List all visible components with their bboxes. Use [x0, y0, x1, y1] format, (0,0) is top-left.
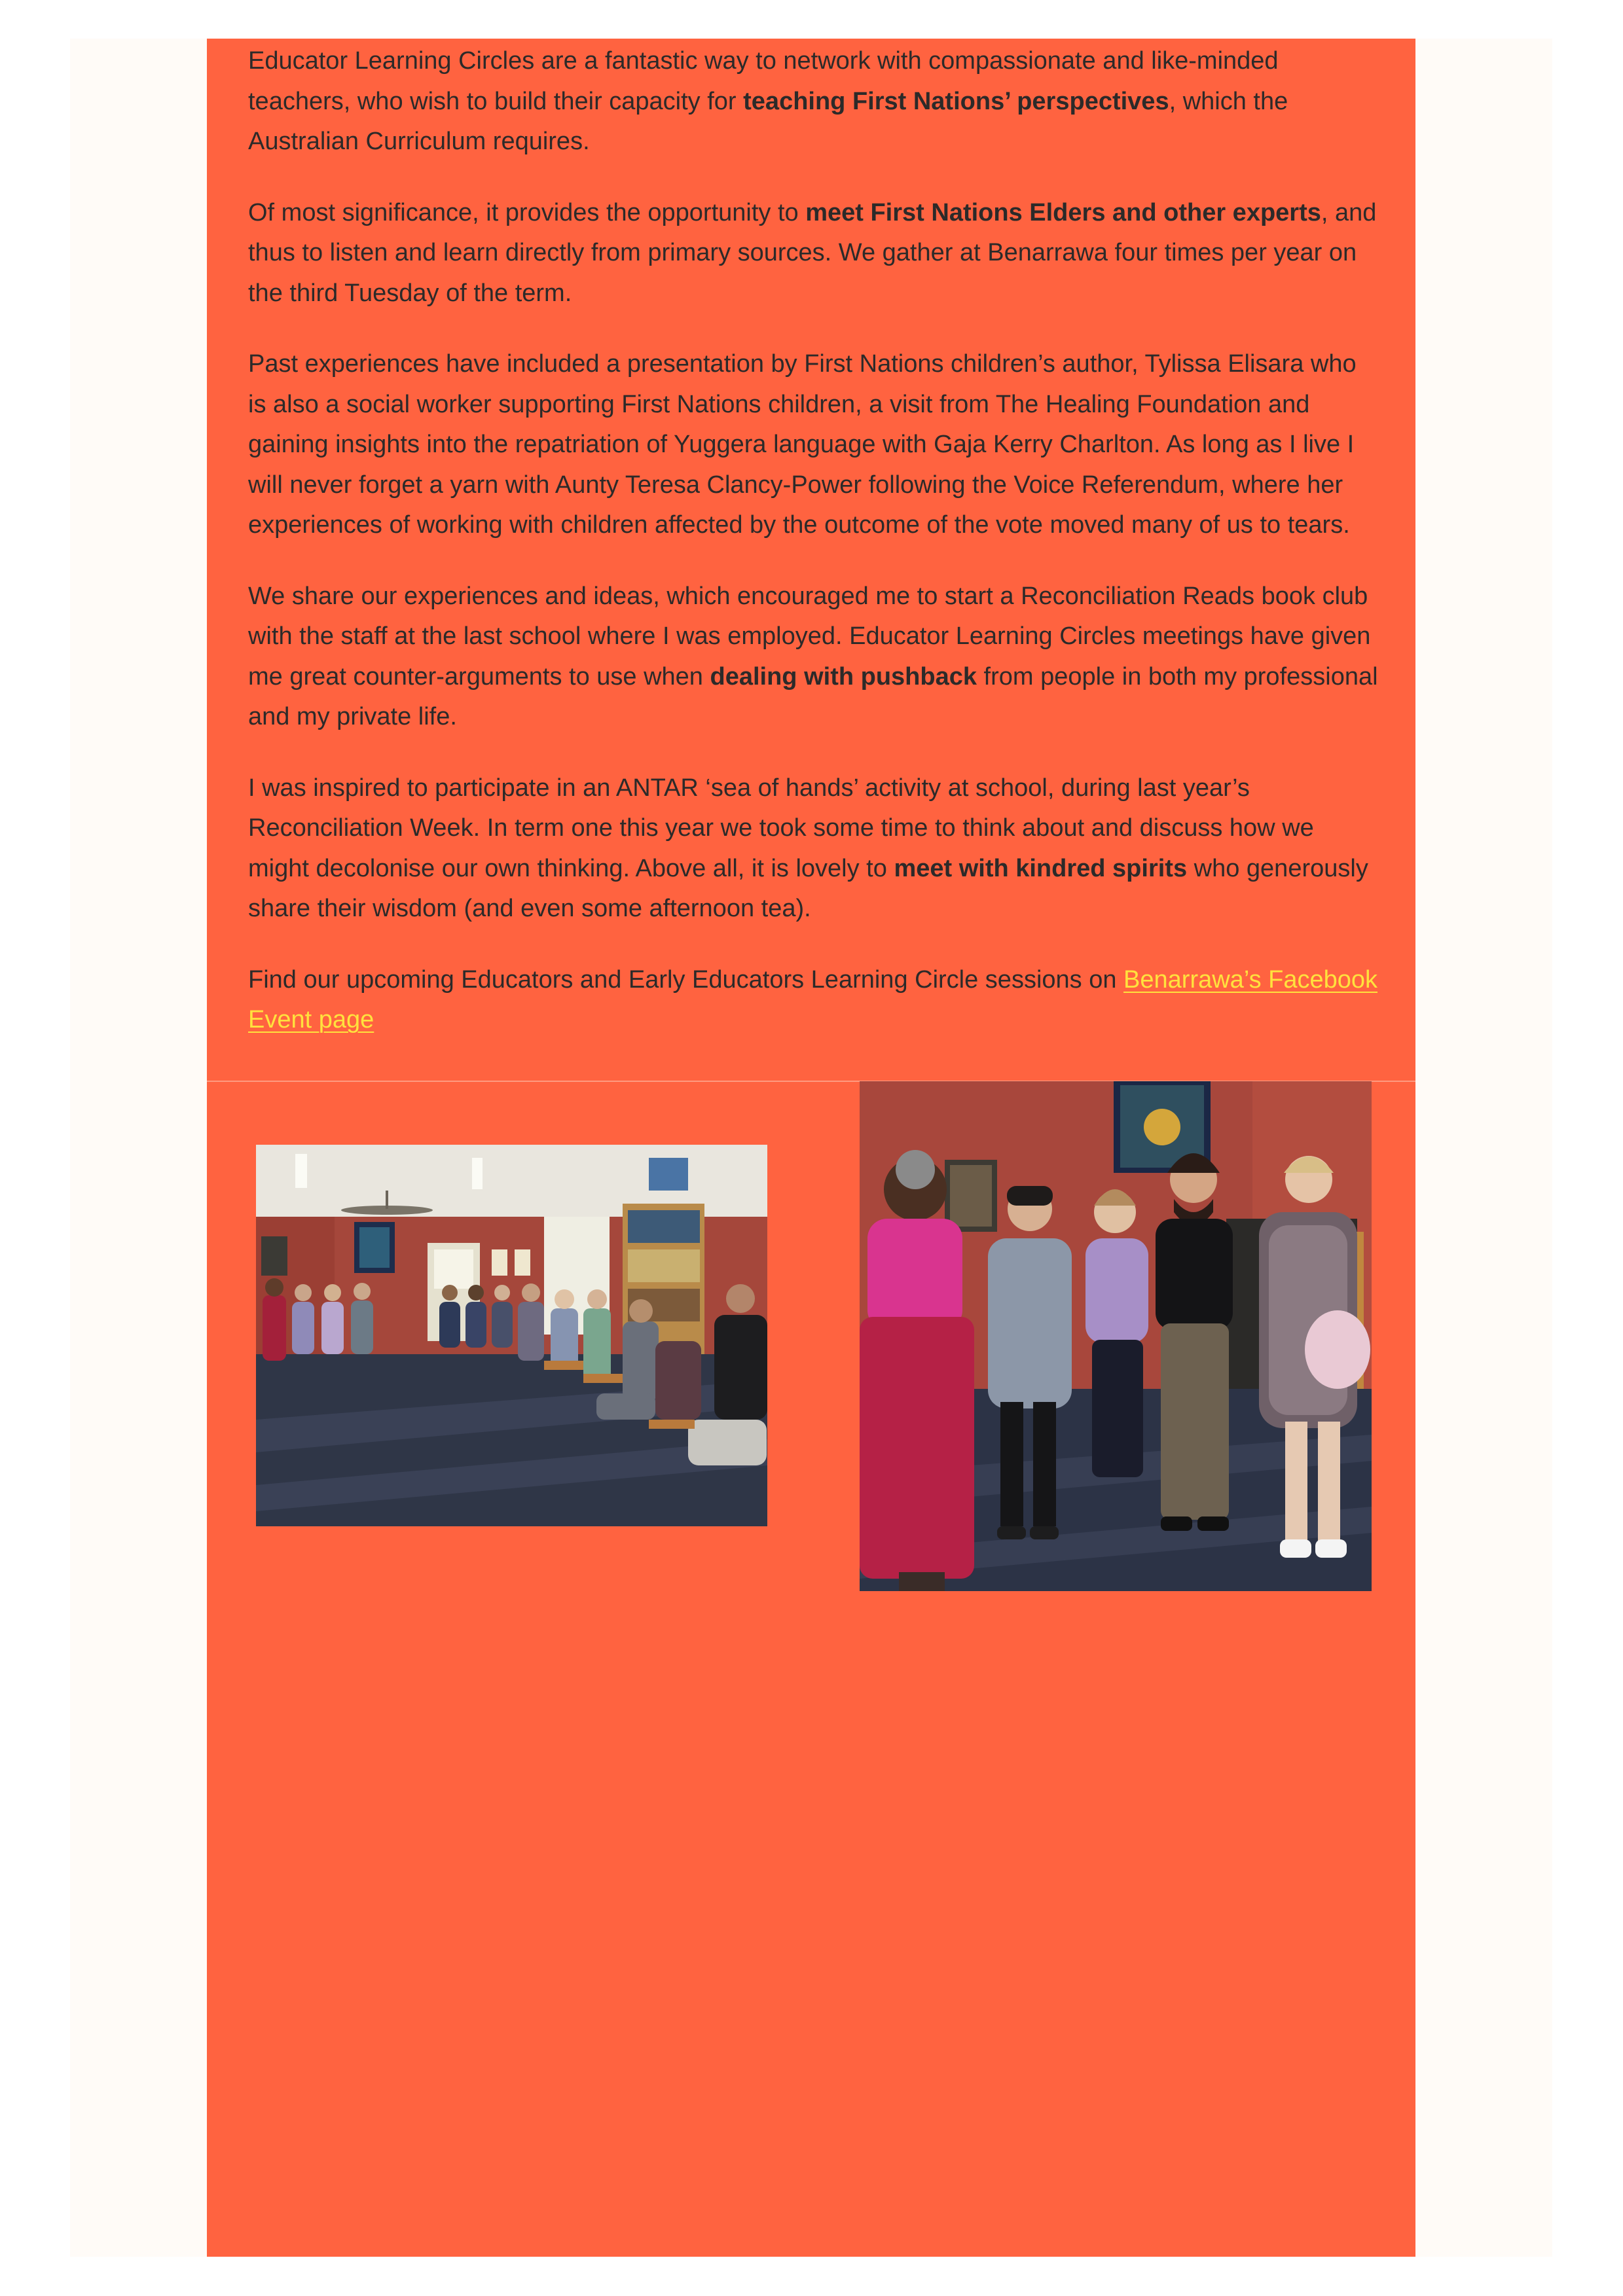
paragraph-text: Find our upcoming Educators and Early Educators Learning Circle sessions on — [248, 965, 1124, 994]
content-panel — [207, 39, 1415, 2257]
paragraph-text: , which the Australian Curriculum requires. — [248, 87, 1288, 155]
paragraph-text: who generously share their wisdom (and even some afternoon tea). — [248, 854, 1368, 922]
emphasis-text: meet with kindred spirits — [894, 854, 1188, 882]
group-standing-portrait-photo — [860, 1081, 1372, 1591]
paragraph-text: from people in both my professional and my private life. — [248, 662, 1378, 730]
paragraph-text: Educator Learning Circles are a fantastic way to network with compassionate and like-minded teachers, who wish to build their capacity for — [248, 47, 1279, 115]
paragraph-past-experiences — [248, 344, 1381, 546]
paragraph-inspiration — [248, 768, 1381, 929]
paragraph-significance — [248, 193, 1381, 314]
paragraph-sharing — [248, 577, 1381, 738]
emphasis-text: teaching First Nations’ perspectives — [743, 87, 1169, 115]
paragraph-text: Past experiences have included a presentation by First Nations children’s author, Tylissa Elisara who is also a social worker supporting First Nations children, a visit from The Healing Foundation and gaining insights into the repatriation of Yuggera language with Gaja Kerry Charlton. As long as I live I will never forget a yarn with Aunty Teresa Clancy-Power following the Voice Referendum, where her experiences of working with children affected by the outcome of the vote moved many of us to tears. — [248, 350, 1357, 539]
paragraph-text: Of most significance, it provides the opportunity to — [248, 198, 806, 226]
paragraph-intro — [248, 41, 1381, 162]
paragraph-find-sessions — [248, 960, 1381, 1041]
emphasis-text: dealing with pushback — [710, 662, 977, 691]
paragraph-text: We share our experiences and ideas, which encouraged me to start a Reconciliation Reads book club with the staff at the last school where I was employed. Educator Learning Circles meetings have given me great counter-arguments to use when — [248, 582, 1371, 691]
article-body — [248, 39, 1381, 1071]
emphasis-text: meet First Nations Elders and other experts — [805, 198, 1321, 226]
facebook-event-link[interactable]: Benarrawa’s Facebook Event page — [248, 965, 1378, 1033]
paragraph-text: I was inspired to participate in an ANTAR ‘sea of hands’ activity at school, during last year’s Reconciliation Week. In term one this year we took some time to think about and discuss how we might decolonise our own thinking. Above all, it is lovely to — [248, 774, 1314, 882]
paragraph-text: , and thus to listen and learn directly from primary sources. We gather at Benarrawa four times per year on the third Tuesday of the term. — [248, 198, 1377, 307]
group-seated-circle-photo — [256, 1145, 767, 1526]
